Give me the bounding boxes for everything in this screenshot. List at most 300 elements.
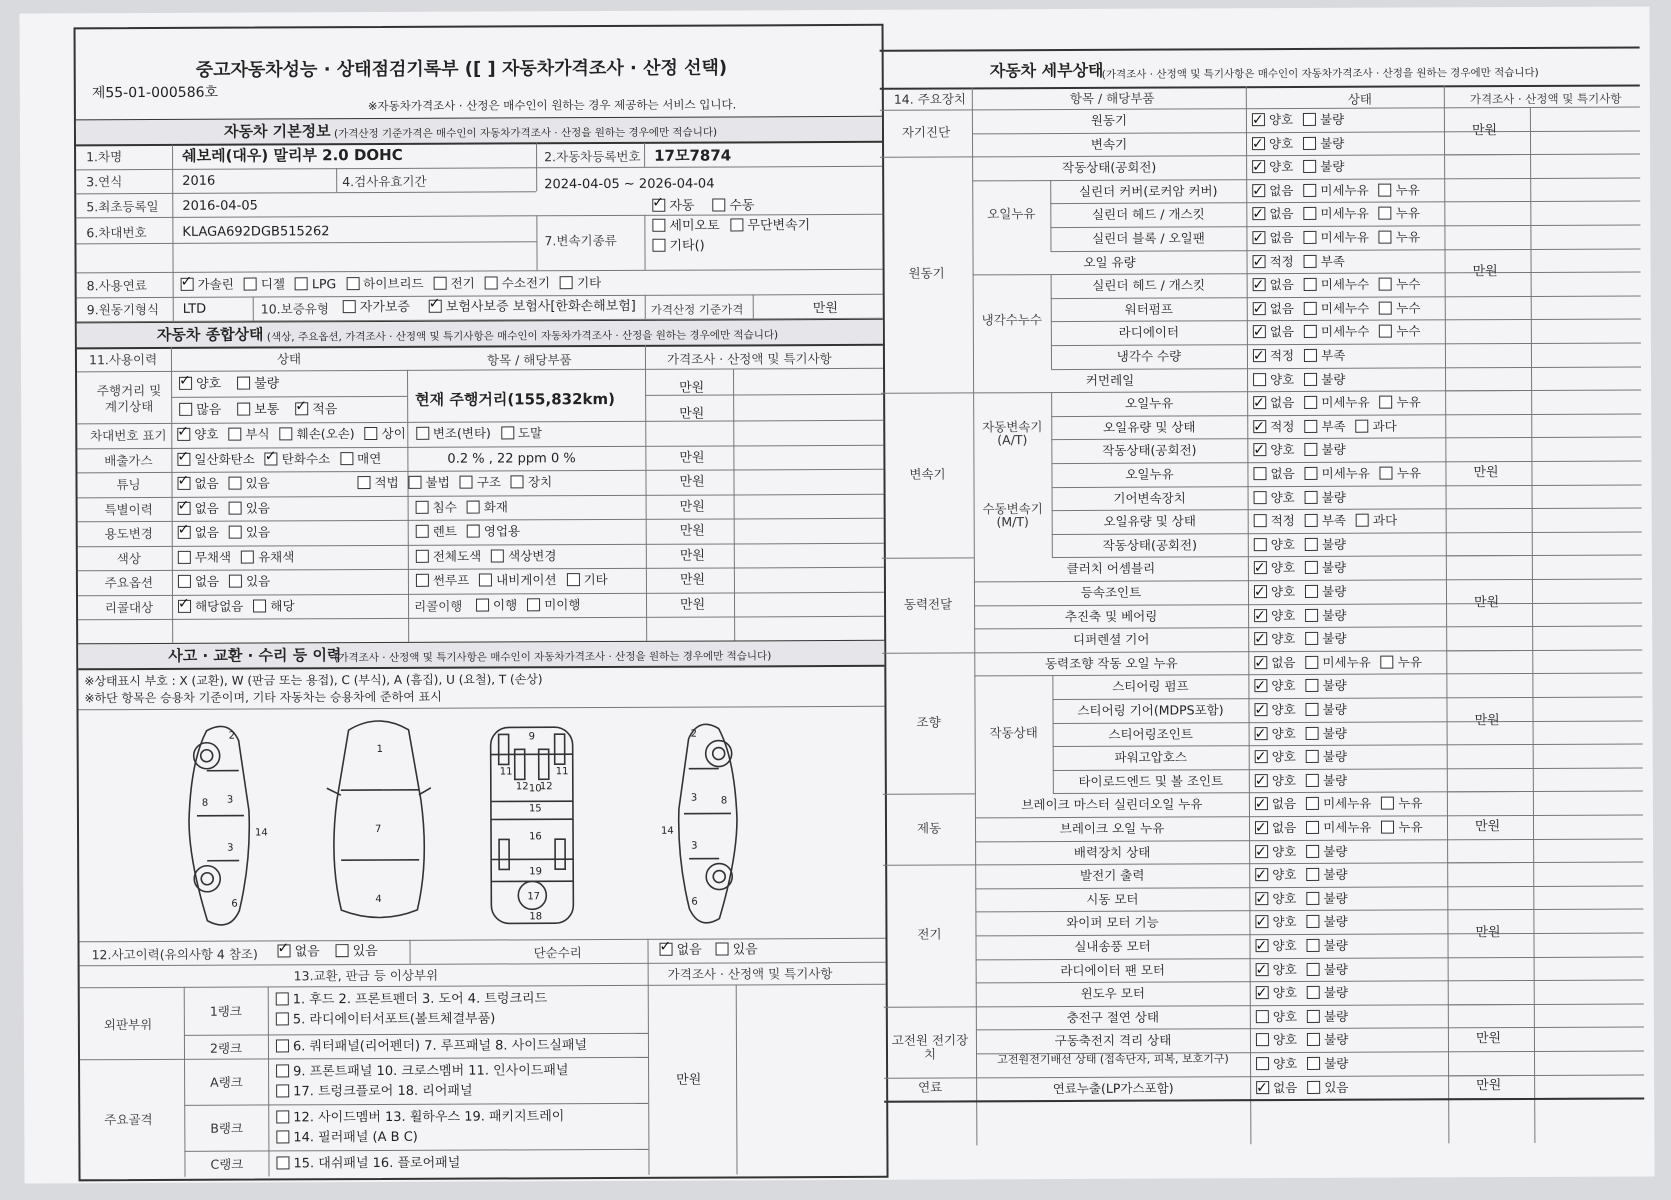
detail-option-2[interactable]: 누유	[1379, 178, 1420, 201]
detail-option-1[interactable]: 부족	[1304, 415, 1345, 438]
fuel-option-0[interactable]: ✓ 가솔린	[181, 277, 234, 293]
checkbox-icon	[527, 598, 540, 611]
checkbox-icon	[365, 427, 378, 440]
checkbox-icon	[1303, 184, 1316, 197]
status-option-0[interactable]: ✓ 일산화탄소	[177, 451, 254, 467]
checkbox-icon	[1306, 750, 1319, 763]
svg-text:1: 1	[376, 743, 384, 756]
item-option-1[interactable]: 색상변경	[491, 548, 556, 564]
checkbox-icon	[237, 403, 250, 416]
detail-option-2[interactable]: 누수	[1379, 273, 1420, 296]
detail-option-1[interactable]: 불량	[1306, 698, 1347, 721]
vin-label: 6.차대번호	[86, 225, 147, 241]
detail-option-0[interactable]: ✓ 양호	[1255, 887, 1296, 910]
detail-item-label: 원동기	[1090, 112, 1128, 128]
detail-row	[882, 696, 1642, 723]
detail-option-1[interactable]: 부족	[1305, 509, 1346, 532]
engine-type: LTD	[182, 301, 207, 317]
checkbox-icon	[1255, 916, 1268, 929]
ranka-parts-b: 17. 트렁크플로어 18. 리어패널	[276, 1084, 472, 1101]
detail-option-1[interactable]: 불량	[1306, 721, 1347, 744]
accident-none[interactable]: ✓ 없음	[278, 944, 320, 960]
detail-option-0[interactable]: ✓ 적정	[1253, 415, 1294, 438]
detail-option-1[interactable]: 불량	[1305, 603, 1346, 626]
detail-option-2[interactable]: 누유	[1380, 461, 1421, 484]
status-option-1[interactable]: ✓ 탄화수소	[265, 451, 330, 467]
checkbox-icon	[1254, 491, 1267, 504]
checkbox-icon	[1303, 207, 1316, 220]
detail-option-0[interactable]: 양호	[1256, 1028, 1297, 1051]
detail-option-0[interactable]: ✓ 양호	[1255, 722, 1296, 745]
checkbox-icon	[416, 427, 429, 440]
detail-option-0[interactable]: 양호	[1254, 533, 1295, 556]
detail-option-0[interactable]: 양호	[1253, 368, 1294, 391]
checkbox-icon	[1254, 656, 1267, 669]
status-row-label: 용도변경	[104, 525, 153, 542]
svg-text:3: 3	[227, 842, 234, 854]
detail-option-0[interactable]: ✓ 없음	[1252, 179, 1293, 202]
detail-option-1[interactable]: 부족	[1304, 344, 1345, 367]
rank-b: B랭크	[210, 1120, 244, 1136]
fuel-option-6[interactable]: 기타	[560, 275, 601, 291]
mileage-high[interactable]: 많음	[179, 403, 221, 419]
detail-item-label: 워터펌프	[1124, 301, 1173, 317]
svg-text:3: 3	[691, 840, 698, 852]
main-frame-label: 주요골격	[104, 1111, 153, 1128]
status-option-1[interactable]: 해당	[253, 598, 294, 614]
detail-option-0[interactable]: ✓ 양호	[1254, 698, 1295, 721]
detail-item-label: 작동상태(공회전)	[1102, 442, 1197, 459]
detail-item-label: 오일유량 및 상태	[1102, 419, 1196, 435]
item-option-3[interactable]: 장치	[511, 474, 552, 490]
vin-mark-option-2[interactable]: 훼손(오손)	[280, 426, 355, 442]
detail-item-label: 실린더 커버(로커암 커버)	[1078, 183, 1218, 199]
basic-info-title: 자동차 기본정보	[223, 122, 331, 141]
status-option-0[interactable]: ✓ 없음	[178, 500, 219, 516]
trans-option-cvt[interactable]: 무단변속기	[730, 218, 810, 234]
detail-option-0[interactable]: ✓ 양호	[1254, 674, 1295, 697]
detail-option-1[interactable]: 불량	[1306, 887, 1347, 910]
detail-option-1[interactable]: 불량	[1305, 485, 1346, 508]
detail-option-0[interactable]: ✓ 없음	[1255, 792, 1296, 815]
detail-option-0[interactable]: ✓ 양호	[1255, 840, 1296, 863]
vin-mark-option-1[interactable]: 부식	[228, 426, 269, 442]
item-options	[357, 474, 562, 492]
detail-item-label: 스티어링 펌프	[1112, 678, 1189, 695]
detail-state-options	[1254, 533, 1356, 556]
detail-state-options	[1254, 509, 1408, 533]
trans-option-auto[interactable]: ✓자동	[652, 199, 694, 215]
detail-row	[882, 578, 1642, 605]
detail-option-1[interactable]: 불량	[1307, 1028, 1348, 1051]
svg-text:2: 2	[228, 730, 236, 742]
detail-option-1[interactable]: 불량	[1307, 910, 1348, 933]
detail-state-options	[1254, 485, 1356, 508]
detail-state-options	[1256, 1028, 1358, 1051]
checkbox-icon	[1256, 1034, 1269, 1047]
device-price-unit: 만원	[1474, 594, 1500, 610]
detail-item-label: 충전구 절연 상태	[1066, 1009, 1160, 1025]
detail-option-0[interactable]: ✓ 없음	[1255, 816, 1296, 839]
item-option-0[interactable]: 침수	[416, 499, 457, 515]
checkbox-icon	[1305, 514, 1318, 527]
status-option-0[interactable]: ✓ 해당없음	[178, 598, 243, 614]
detail-row	[883, 814, 1643, 841]
detail-option-2[interactable]: 과다	[1356, 509, 1397, 532]
status-row-options	[178, 573, 280, 590]
detail-option-0[interactable]: ✓ 양호	[1252, 155, 1293, 178]
detail-option-1[interactable]: 미세누유	[1306, 792, 1371, 815]
detail-option-1[interactable]: 미세누유	[1303, 178, 1368, 201]
inspection-validity: 2024-04-05 ~ 2026-04-04	[544, 176, 715, 193]
item-header: 항목 / 해당부품	[486, 352, 572, 368]
detail-option-2[interactable]: 누유	[1381, 650, 1422, 673]
warranty-label: 10.보증유형	[260, 301, 329, 317]
inspection-form-paper	[19, 6, 1654, 1183]
detail-option-0[interactable]: ✓ 양호	[1254, 604, 1295, 627]
checkbox-icon	[1306, 844, 1319, 857]
item-option-1[interactable]: 화재	[467, 499, 508, 515]
detail-option-0[interactable]: ✓ 양호	[1255, 910, 1296, 933]
detail-option-1[interactable]: 미세누유	[1305, 650, 1370, 673]
detail-option-1[interactable]: 불량	[1305, 627, 1346, 650]
checkbox-icon	[278, 944, 291, 957]
item-option-0[interactable]: 전체도색	[416, 548, 481, 564]
checkbox-icon	[730, 218, 743, 231]
detail-option-0[interactable]: ✓ 양호	[1254, 627, 1295, 650]
detail-row	[883, 932, 1643, 959]
checkbox-icon	[1253, 396, 1266, 409]
item-option-2[interactable]: 구조	[460, 474, 501, 490]
detail-option-2[interactable]: 누유	[1381, 815, 1422, 838]
fuel-option-2[interactable]: LPG	[295, 276, 336, 292]
detail-state-options	[1254, 674, 1356, 697]
first-reg-date: 2016-04-05	[182, 198, 258, 214]
detail-option-1[interactable]: 불량	[1306, 839, 1347, 862]
checkbox-icon	[1305, 467, 1318, 480]
item-option-0[interactable]: 적법	[357, 475, 398, 491]
checkbox-icon	[177, 452, 190, 465]
status-option-1[interactable]: 있음	[229, 475, 270, 491]
simple-repair-yes[interactable]: 있음	[716, 942, 758, 958]
fuel-option-4[interactable]: 전기	[434, 276, 475, 292]
detail-item-label: 실린더 헤드 / 개스킷	[1092, 277, 1206, 294]
detail-option-1[interactable]: 미세누수	[1304, 320, 1369, 343]
detail-option-1[interactable]: 미세누유	[1303, 202, 1368, 225]
device-group-label: 전기	[917, 926, 942, 942]
detail-option-1[interactable]: 불량	[1306, 674, 1347, 697]
trans-option-manual[interactable]: 수동	[712, 198, 754, 214]
form-title: 중고자동차성능 · 상태점검기록부 ([ ] 자동차가격조사 · 산정 선택)	[195, 57, 728, 81]
checkbox-icon	[179, 403, 192, 416]
detail-option-0[interactable]: ✓ 없음	[1253, 391, 1294, 414]
checkbox-icon	[485, 276, 498, 289]
svg-text:12: 12	[539, 781, 553, 793]
svg-text:16: 16	[529, 831, 542, 843]
detail-option-0[interactable]: ✓ 양호	[1255, 745, 1296, 768]
detail-option-0[interactable]: ✓ 양호	[1252, 108, 1293, 131]
device-group-label: 자기진단	[901, 124, 951, 140]
detail-option-0[interactable]: ✓ 양호	[1254, 556, 1295, 579]
checkbox-icon	[416, 500, 429, 513]
fuel-options	[181, 275, 612, 294]
fuel-option-3[interactable]: 하이브리드	[346, 276, 423, 292]
detail-item-label: 추진축 및 베어링	[1064, 608, 1158, 624]
price-header: 가격조사 · 산정액 및 특기사항	[666, 351, 832, 367]
simple-repair-none[interactable]: ✓ 없음	[660, 943, 702, 959]
checkbox-icon	[1255, 845, 1268, 858]
checkbox-icon	[276, 1156, 289, 1169]
checkbox-icon	[1307, 962, 1320, 975]
detail-option-1[interactable]: 부족	[1304, 249, 1345, 272]
vin-mark-option-0[interactable]: ✓ 양호	[177, 427, 218, 443]
checkbox-icon	[253, 599, 266, 612]
detail-state-options	[1252, 225, 1430, 249]
detail-row	[882, 602, 1642, 629]
car-name: 쉐보레(대우) 말리부 2.0 DOHC	[182, 145, 403, 165]
accident-yes[interactable]: 있음	[336, 944, 378, 960]
detail-item-label: 작동상태(공회전)	[1102, 537, 1197, 553]
item-option-0[interactable]: 썬루프	[416, 573, 469, 589]
detail-option-0[interactable]: ✓ 양호	[1256, 958, 1297, 981]
detail-option-2[interactable]: 누유	[1379, 202, 1420, 225]
detail-item-label: 스티어링조인트	[1108, 726, 1193, 742]
detail-option-2[interactable]: 누유	[1379, 225, 1420, 248]
mileage-low[interactable]: ✓ 적음	[295, 402, 337, 418]
detail-option-0[interactable]: ✓ 없음	[1253, 273, 1294, 296]
status-option-2[interactable]: 매연	[340, 450, 381, 466]
detail-item-label: 발전기 출력	[1080, 867, 1145, 884]
detail-option-0[interactable]: ✓ 양호	[1254, 580, 1295, 603]
checkbox-icon	[1307, 915, 1320, 928]
detail-option-0[interactable]: ✓ 없음	[1252, 202, 1293, 225]
checkbox-icon	[178, 599, 191, 612]
detail-option-0[interactable]: 양호	[1254, 486, 1295, 509]
detail-state-options	[1256, 1005, 1358, 1028]
detail-option-1[interactable]: 미세누유	[1306, 816, 1371, 839]
detail-option-1[interactable]: 미세누수	[1304, 296, 1369, 319]
checkbox-icon	[357, 476, 370, 489]
detail-option-1[interactable]: 미세누유	[1305, 462, 1370, 485]
detail-option-1[interactable]: 불량	[1305, 580, 1346, 603]
svg-text:8: 8	[201, 797, 209, 809]
checkbox-icon	[1253, 420, 1266, 433]
warranty-insurance[interactable]: ✓ 보험사보증 보험사[한화손해보험]	[429, 299, 636, 316]
device-price-unit: 만원	[1474, 818, 1501, 835]
checkbox-icon	[336, 944, 349, 957]
status-row-label: 튜닝	[116, 477, 141, 493]
status-option-0[interactable]: ✓ 없음	[177, 476, 218, 492]
checkbox-icon	[1255, 798, 1268, 811]
detail-option-0[interactable]: ✓ 양호	[1252, 132, 1293, 155]
detail-row	[881, 460, 1641, 487]
detail-option-0[interactable]: ✓ 없음	[1253, 320, 1294, 343]
fuel-option-1[interactable]: 디젤	[244, 276, 285, 292]
checkbox-icon	[1252, 184, 1265, 197]
checkbox-icon	[179, 377, 192, 390]
status-option-0[interactable]: 무채색	[178, 549, 231, 565]
detail-option-0[interactable]: 없음	[1253, 462, 1294, 485]
checkbox-icon	[1379, 301, 1392, 314]
status-option-1[interactable]: 있음	[229, 573, 270, 589]
detail-option-1[interactable]: 불량	[1303, 155, 1344, 178]
trans-option-semi[interactable]: 세미오토	[652, 219, 719, 235]
svg-text:4: 4	[375, 893, 382, 906]
checkbox-icon	[1379, 325, 1392, 338]
detail-row	[880, 224, 1640, 251]
detail-option-1[interactable]: 불량	[1303, 108, 1344, 131]
trans-option-etc[interactable]: 기타()	[652, 239, 704, 255]
detail-row	[880, 177, 1640, 204]
document-number: 제55-01-000586호	[91, 84, 219, 102]
checkbox-icon	[228, 428, 241, 441]
checkbox-icon	[229, 575, 242, 588]
detail-option-1[interactable]: 미세누유	[1304, 391, 1369, 414]
detail-option-0[interactable]: ✓ 적정	[1252, 250, 1293, 273]
detail-option-1[interactable]: 불량	[1307, 981, 1348, 1004]
detail-option-0[interactable]: ✓ 없음	[1252, 226, 1293, 249]
status-row-options	[177, 425, 552, 444]
detail-item-label: 라디에이터 팬 모터	[1060, 962, 1165, 978]
checkbox-icon	[276, 1130, 289, 1143]
detail-option-2[interactable]: 누유	[1381, 792, 1422, 815]
item-option-0[interactable]: 렌트	[416, 524, 457, 540]
detail-option-1[interactable]: 불량	[1306, 769, 1347, 792]
svg-text:14: 14	[255, 827, 268, 839]
detail-option-2[interactable]: 과다	[1356, 414, 1397, 437]
detail-option-0[interactable]: ✓ 없음	[1256, 1076, 1297, 1099]
status-row-options	[178, 524, 280, 541]
detail-option-0[interactable]: ✓ 양호	[1255, 863, 1296, 886]
detail-option-1[interactable]: 미세누유	[1304, 226, 1369, 249]
detail-option-1[interactable]: 미세누수	[1304, 273, 1369, 296]
detail-state-options	[1253, 273, 1431, 297]
mileage-bad[interactable]: 불량	[237, 376, 279, 392]
detail-option-0[interactable]: ✓ 적정	[1253, 344, 1294, 367]
device-subgroup-label: 오일누유	[987, 206, 1036, 222]
detail-option-1[interactable]: 불량	[1307, 934, 1348, 957]
checkbox-icon	[1380, 396, 1393, 409]
detail-option-1[interactable]: 불량	[1303, 131, 1344, 154]
checkbox-icon	[1255, 892, 1268, 905]
detail-price-header: 가격조사 · 산정액 및 특기사항	[1469, 91, 1622, 107]
mileage-price-unit: 만원	[679, 380, 705, 396]
item-option-1[interactable]: 내비게이션	[479, 572, 556, 588]
detail-option-1[interactable]: 불량	[1305, 533, 1346, 556]
mileage-good[interactable]: ✓양호	[179, 377, 221, 393]
svg-text:3: 3	[226, 794, 234, 806]
svg-text:6: 6	[691, 896, 698, 908]
status-row-options	[177, 450, 391, 468]
detail-option-1[interactable]: 불량	[1306, 745, 1347, 768]
detail-row	[884, 1027, 1644, 1054]
status-option-1[interactable]: 있음	[229, 500, 270, 516]
status-note: (색상, 주요옵션, 가격조사 · 산정액 및 특기사항은 매수인이 자동차가격조사 · 산정을 원하는 경우에만 적습니다)	[266, 329, 779, 344]
detail-option-0[interactable]: ✓ 양호	[1256, 981, 1297, 1004]
recall-not-done[interactable]: 미이행	[527, 597, 580, 613]
status-option-1[interactable]: 유채색	[241, 549, 294, 565]
checkbox-icon	[416, 574, 429, 587]
checkbox-icon	[660, 943, 673, 956]
checkbox-icon	[1255, 821, 1268, 834]
detail-option-0[interactable]: ✓ 양호	[1255, 934, 1296, 957]
detail-item-label: 윈도우 모터	[1080, 985, 1145, 1002]
warranty-self[interactable]: 자가보증	[343, 300, 410, 316]
detail-state-options	[1253, 320, 1431, 344]
recall-done[interactable]: 이행	[476, 597, 517, 613]
reg-number-label: 2.자동차등록번호	[544, 148, 641, 165]
detail-item-label: 작동상태(공회전)	[1061, 159, 1157, 176]
detail-option-1[interactable]: 불량	[1306, 863, 1347, 886]
item-option-2[interactable]: 기타	[567, 572, 608, 588]
detail-option-0[interactable]: 양호	[1256, 1005, 1297, 1028]
checkbox-icon	[1304, 278, 1317, 291]
checkbox-icon	[265, 452, 278, 465]
detail-item-label: 냉각수 수량	[1116, 348, 1182, 364]
status-row-label: 리콜대상	[104, 599, 154, 615]
mileage-normal[interactable]: 보통	[237, 402, 279, 418]
checkbox-icon	[1253, 373, 1266, 386]
detail-option-1[interactable]: 불량	[1305, 556, 1346, 579]
checkbox-icon	[1307, 939, 1320, 952]
detail-option-0[interactable]: ✓ 양호	[1255, 769, 1296, 792]
detail-option-2[interactable]: 누수	[1379, 296, 1420, 319]
detail-option-1[interactable]: 있음	[1307, 1075, 1348, 1098]
checkbox-icon	[276, 992, 289, 1005]
detail-option-2[interactable]: 누유	[1380, 391, 1421, 414]
detail-option-2[interactable]: 누수	[1379, 320, 1420, 343]
checkbox-icon	[276, 1084, 289, 1097]
detail-option-0[interactable]: 적정	[1254, 509, 1295, 532]
detail-option-0[interactable]: ✓ 없음	[1253, 297, 1294, 320]
detail-option-1[interactable]: 불량	[1307, 957, 1348, 980]
checkbox-icon	[1252, 137, 1265, 150]
item-option-1[interactable]: 불법	[409, 475, 450, 491]
detail-row	[882, 531, 1642, 558]
vin-mark-option-5[interactable]: 도말	[501, 425, 542, 441]
fuel-option-5[interactable]: 수소전기	[485, 275, 550, 291]
detail-option-0[interactable]: 양호	[1256, 1052, 1297, 1075]
detail-state-options	[1254, 556, 1356, 579]
detail-option-1[interactable]: 불량	[1307, 1005, 1348, 1028]
status-option-0[interactable]: 없음	[178, 574, 219, 590]
checkbox-icon	[1381, 655, 1394, 668]
detail-item-label: 오일누유	[1124, 395, 1174, 411]
status-price-unit: 만원	[679, 572, 706, 588]
checkbox-icon	[1254, 538, 1267, 551]
detail-option-1[interactable]: 불량	[1304, 438, 1345, 461]
status-price-unit: 만원	[679, 450, 705, 466]
accident-title: 사고 · 교환 · 수리 등 이력	[168, 646, 342, 665]
item-option-1[interactable]: 영업용	[467, 523, 520, 539]
checkbox-icon	[276, 1039, 289, 1052]
detail-option-1[interactable]: 불량	[1304, 367, 1345, 390]
status-option-0[interactable]: ✓ 없음	[178, 525, 219, 541]
svg-text:18: 18	[529, 911, 543, 923]
status-option-1[interactable]: 있음	[229, 524, 270, 540]
vin-mark-option-4[interactable]: 변조(변타)	[416, 426, 491, 442]
vin-mark-option-3[interactable]: 상이	[365, 426, 406, 442]
checkbox-icon	[244, 278, 257, 291]
detail-option-0[interactable]: ✓ 양호	[1253, 438, 1294, 461]
detail-option-0[interactable]: ✓ 없음	[1254, 651, 1295, 674]
detail-option-1[interactable]: 불량	[1307, 1052, 1348, 1075]
status-row-label: 차대번호 표기	[90, 427, 167, 444]
status-row-label: 배출가스	[104, 452, 153, 468]
device-price-unit: 만원	[1473, 464, 1499, 481]
checkbox-icon	[1306, 726, 1319, 739]
detail-row	[884, 1050, 1644, 1077]
